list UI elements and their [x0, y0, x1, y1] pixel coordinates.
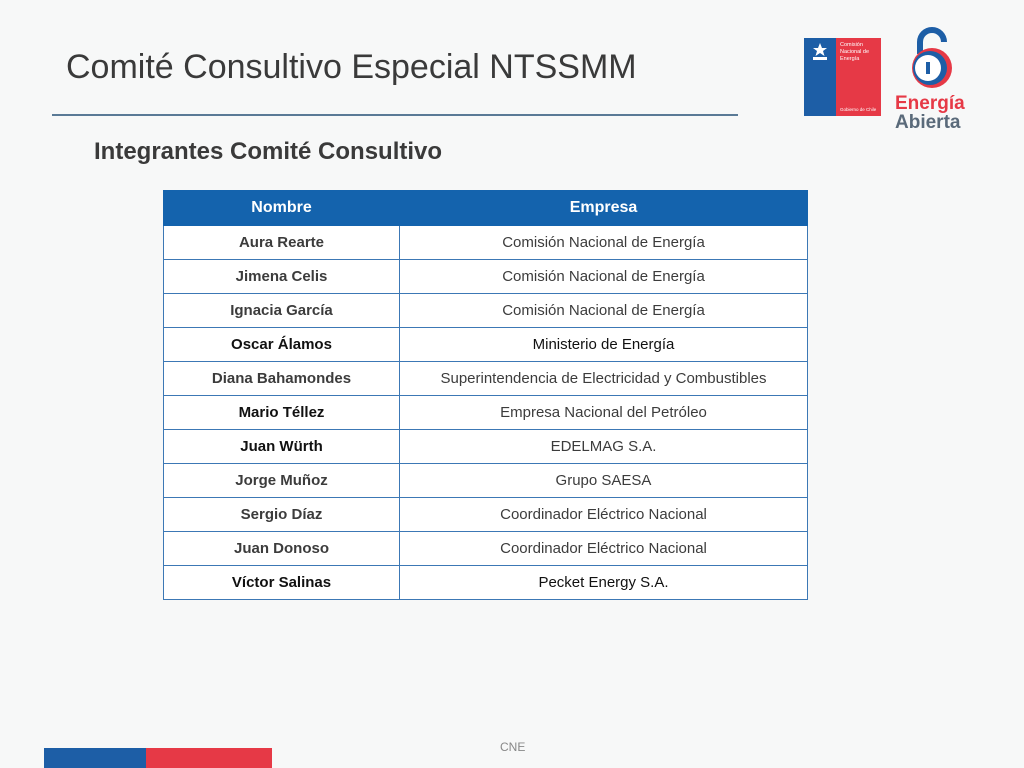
column-header-nombre: Nombre — [164, 191, 400, 226]
table-row — [164, 430, 808, 464]
table-row — [164, 498, 808, 532]
member-company: Coordinador Eléctrico Nacional — [400, 532, 808, 566]
member-name: Juan Würth — [164, 430, 400, 464]
cne-logo — [804, 38, 881, 116]
footer-color-bar — [44, 748, 272, 768]
member-company: Comisión Nacional de Energía — [400, 226, 808, 260]
cne-logo-line-3: Energía — [840, 56, 860, 62]
table-row — [164, 396, 808, 430]
members-table — [163, 190, 808, 600]
member-name: Oscar Álamos — [164, 328, 400, 362]
member-name: Ignacia García — [164, 294, 400, 328]
table-row — [164, 294, 808, 328]
member-company: Ministerio de Energía — [400, 328, 808, 362]
table-row — [164, 566, 808, 600]
member-company: Grupo SAESA — [400, 464, 808, 498]
table-header-row — [164, 191, 808, 226]
cne-logo-red-panel — [836, 38, 881, 116]
member-name: Juan Donoso — [164, 532, 400, 566]
open-lock-icon — [906, 26, 958, 90]
cne-logo-text — [840, 42, 880, 63]
table-row — [164, 260, 808, 294]
table-row — [164, 328, 808, 362]
member-company: Empresa Nacional del Petróleo — [400, 396, 808, 430]
footer-label: CNE — [500, 740, 526, 754]
table-row — [164, 226, 808, 260]
member-company: EDELMAG S.A. — [400, 430, 808, 464]
column-header-empresa: Empresa — [400, 191, 808, 226]
chile-coat-of-arms — [804, 38, 836, 116]
cne-logo-line-2: Nacional de — [840, 49, 870, 55]
member-company: Superintendencia de Electricidad y Combustibles — [400, 362, 808, 396]
coat-of-arms-icon — [809, 42, 831, 62]
member-name: Sergio Díaz — [164, 498, 400, 532]
member-name: Diana Bahamondes — [164, 362, 400, 396]
member-name: Mario Téllez — [164, 396, 400, 430]
cne-logo-line-1: Comisión — [840, 42, 863, 48]
energia-abierta-logo — [892, 26, 972, 136]
member-name: Jimena Celis — [164, 260, 400, 294]
member-company: Pecket Energy S.A. — [400, 566, 808, 600]
section-subtitle: Integrantes Comité Consultivo — [94, 138, 443, 165]
member-company: Comisión Nacional de Energía — [400, 294, 808, 328]
member-name: Aura Rearte — [164, 226, 400, 260]
title-underline — [52, 114, 738, 116]
member-company: Comisión Nacional de Energía — [400, 260, 808, 294]
energia-abierta-line-1: Energía — [895, 93, 965, 114]
member-name: Víctor Salinas — [164, 566, 400, 600]
energia-abierta-line-2: Abierta — [895, 112, 961, 133]
page-title: Comité Consultivo Especial NTSSMM — [66, 48, 637, 86]
table-row — [164, 464, 808, 498]
footer-bar-red — [146, 748, 272, 768]
member-company: Coordinador Eléctrico Nacional — [400, 498, 808, 532]
gobierno-de-chile-label: Gobierno de Chile — [840, 107, 877, 112]
table-row — [164, 362, 808, 396]
table-row — [164, 532, 808, 566]
footer-bar-blue — [44, 748, 146, 768]
member-name: Jorge Muñoz — [164, 464, 400, 498]
